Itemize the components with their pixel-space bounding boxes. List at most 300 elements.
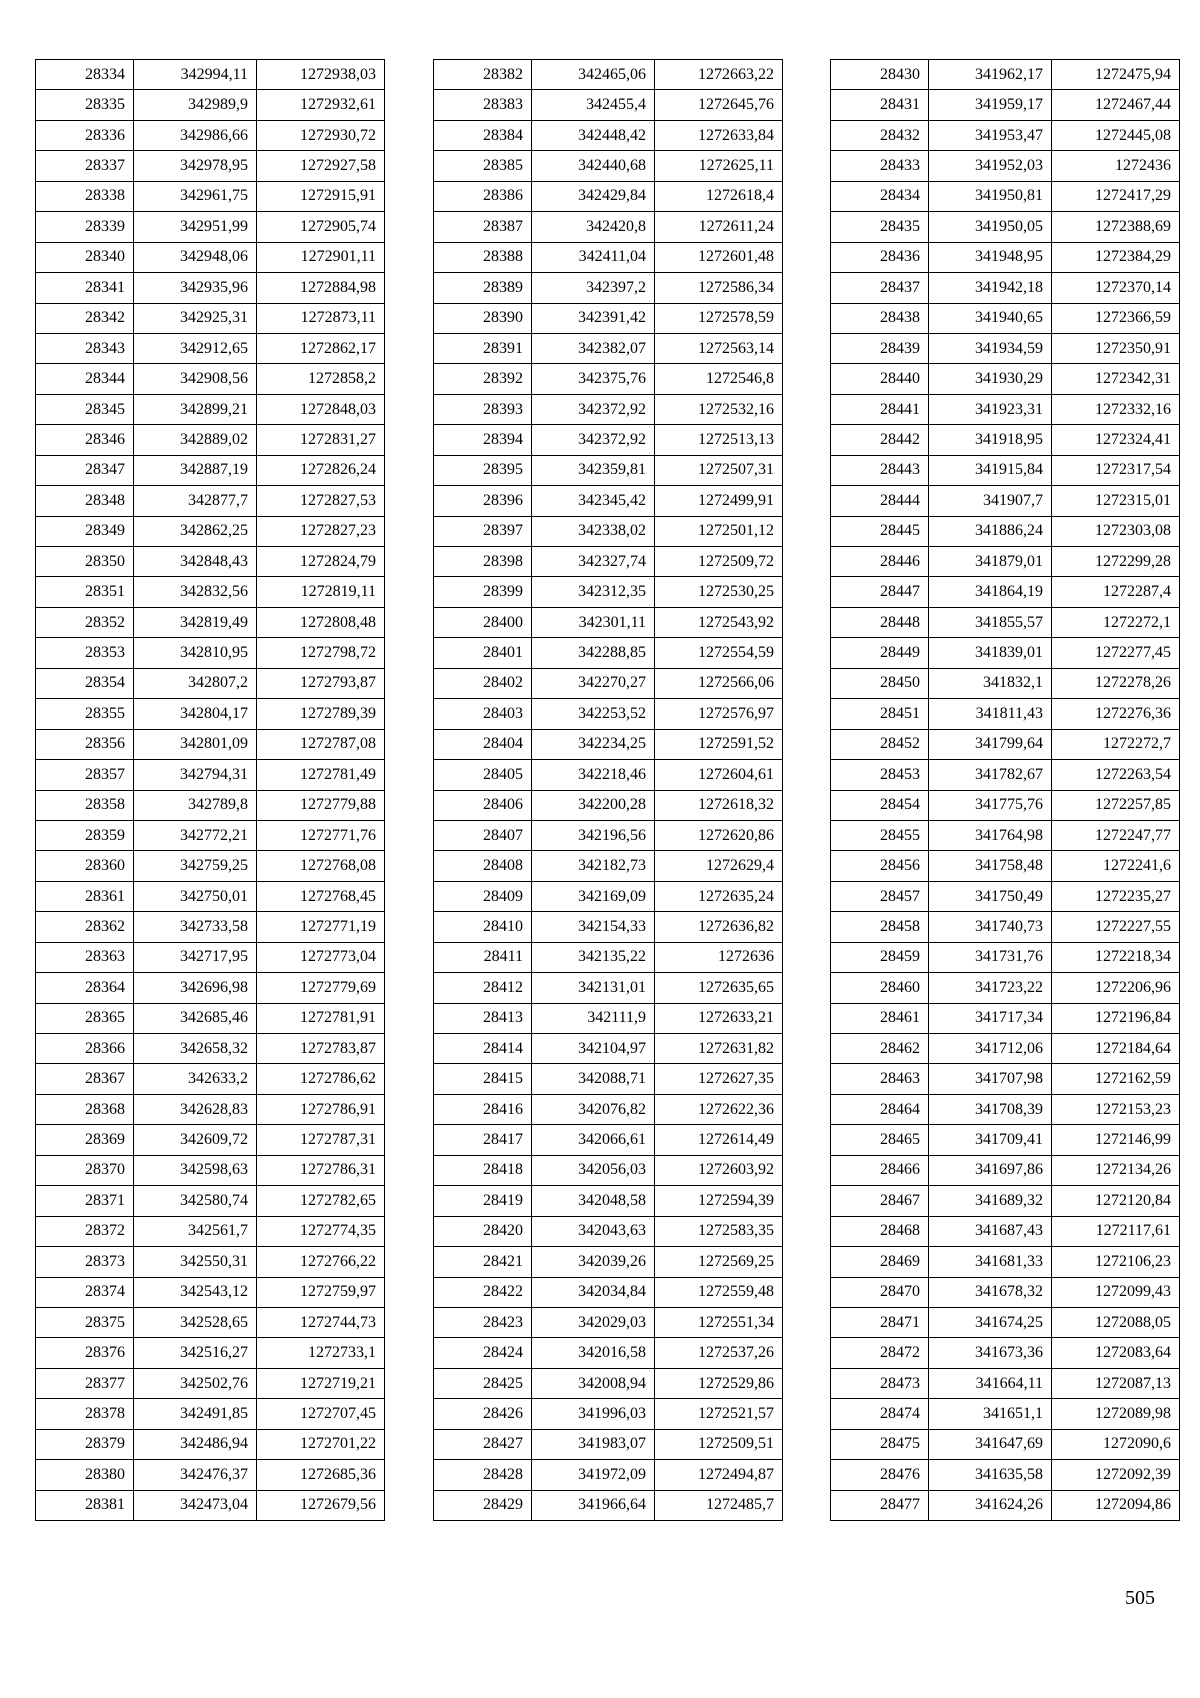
- point-number-cell: 28449: [831, 638, 929, 668]
- table-row: [36, 1094, 385, 1124]
- y-coordinate-cell: 1272622,36: [655, 1094, 783, 1124]
- y-coordinate-cell: 1272257,85: [1052, 790, 1180, 820]
- table-row: [36, 60, 385, 90]
- y-coordinate-cell: 1272636,82: [655, 912, 783, 942]
- point-number-cell: 28393: [434, 394, 532, 424]
- y-coordinate-cell: 1272083,64: [1052, 1338, 1180, 1368]
- x-coordinate-cell: 342429,84: [532, 181, 655, 211]
- x-coordinate-cell: 342658,32: [134, 1034, 257, 1064]
- y-coordinate-cell: 1272771,76: [257, 820, 385, 850]
- point-number-cell: 28427: [434, 1429, 532, 1459]
- y-coordinate-cell: 1272819,11: [257, 577, 385, 607]
- y-coordinate-cell: 1272824,79: [257, 547, 385, 577]
- point-number-cell: 28416: [434, 1094, 532, 1124]
- point-number-cell: 28361: [36, 881, 134, 911]
- y-coordinate-cell: 1272315,01: [1052, 486, 1180, 516]
- x-coordinate-cell: 342043,63: [532, 1216, 655, 1246]
- table-row: [831, 333, 1180, 363]
- x-coordinate-cell: 341740,73: [929, 912, 1052, 942]
- x-coordinate-cell: 342491,85: [134, 1399, 257, 1429]
- y-coordinate-cell: 1272766,22: [257, 1247, 385, 1277]
- table-row: [434, 212, 783, 242]
- x-coordinate-cell: 342338,02: [532, 516, 655, 546]
- table-row: [36, 486, 385, 516]
- table-row: [36, 242, 385, 272]
- y-coordinate-cell: 1272685,36: [257, 1460, 385, 1490]
- table-row: [434, 242, 783, 272]
- table-row: [831, 151, 1180, 181]
- table-row: [36, 425, 385, 455]
- point-number-cell: 28408: [434, 851, 532, 881]
- point-number-cell: 28457: [831, 881, 929, 911]
- point-number-cell: 28463: [831, 1064, 929, 1094]
- point-number-cell: 28476: [831, 1460, 929, 1490]
- x-coordinate-cell: 341953,47: [929, 120, 1052, 150]
- point-number-cell: 28390: [434, 303, 532, 333]
- x-coordinate-cell: 342301,11: [532, 607, 655, 637]
- table-row: [36, 516, 385, 546]
- y-coordinate-cell: 1272779,69: [257, 973, 385, 1003]
- x-coordinate-cell: 342887,19: [134, 455, 257, 485]
- point-number-cell: 28382: [434, 60, 532, 90]
- table-row: [434, 1003, 783, 1033]
- point-number-cell: 28371: [36, 1186, 134, 1216]
- y-coordinate-cell: 1272092,39: [1052, 1460, 1180, 1490]
- y-coordinate-cell: 1272563,14: [655, 333, 783, 363]
- y-coordinate-cell: 1272117,61: [1052, 1216, 1180, 1246]
- y-coordinate-cell: 1272272,1: [1052, 607, 1180, 637]
- table-row: [831, 699, 1180, 729]
- x-coordinate-cell: 342912,65: [134, 333, 257, 363]
- x-coordinate-cell: 341855,57: [929, 607, 1052, 637]
- table-row: [434, 1186, 783, 1216]
- point-number-cell: 28369: [36, 1125, 134, 1155]
- point-number-cell: 28397: [434, 516, 532, 546]
- y-coordinate-cell: 1272719,21: [257, 1368, 385, 1398]
- table-row: [434, 394, 783, 424]
- point-number-cell: 28398: [434, 547, 532, 577]
- y-coordinate-cell: 1272905,74: [257, 212, 385, 242]
- table-row: [434, 364, 783, 394]
- point-number-cell: 28428: [434, 1460, 532, 1490]
- point-number-cell: 28373: [36, 1247, 134, 1277]
- table-row: [36, 851, 385, 881]
- table-row: [36, 364, 385, 394]
- y-coordinate-cell: 1272263,54: [1052, 760, 1180, 790]
- x-coordinate-cell: 342807,2: [134, 668, 257, 698]
- y-coordinate-cell: 1272848,03: [257, 394, 385, 424]
- x-coordinate-cell: 342633,2: [134, 1064, 257, 1094]
- table-row: [434, 668, 783, 698]
- y-coordinate-cell: 1272120,84: [1052, 1186, 1180, 1216]
- point-number-cell: 28380: [36, 1460, 134, 1490]
- x-coordinate-cell: 342609,72: [134, 1125, 257, 1155]
- x-coordinate-cell: 342034,84: [532, 1277, 655, 1307]
- x-coordinate-cell: 341864,19: [929, 577, 1052, 607]
- y-coordinate-cell: 1272827,23: [257, 516, 385, 546]
- table-row: [434, 1338, 783, 1368]
- table-row: [831, 364, 1180, 394]
- table-row: [434, 1125, 783, 1155]
- x-coordinate-cell: 342580,74: [134, 1186, 257, 1216]
- table-row: [831, 1003, 1180, 1033]
- table-row: [434, 120, 783, 150]
- table-row: [831, 1216, 1180, 1246]
- table-row: [831, 942, 1180, 972]
- table-row: [434, 1155, 783, 1185]
- y-coordinate-cell: 1272679,56: [257, 1490, 385, 1520]
- table-row: [831, 212, 1180, 242]
- y-coordinate-cell: 1272475,94: [1052, 60, 1180, 90]
- point-number-cell: 28394: [434, 425, 532, 455]
- y-coordinate-cell: 1272663,22: [655, 60, 783, 90]
- y-coordinate-cell: 1272578,59: [655, 303, 783, 333]
- x-coordinate-cell: 342218,46: [532, 760, 655, 790]
- x-coordinate-cell: 342994,11: [134, 60, 257, 90]
- x-coordinate-cell: 342327,74: [532, 547, 655, 577]
- point-number-cell: 28385: [434, 151, 532, 181]
- point-number-cell: 28438: [831, 303, 929, 333]
- point-number-cell: 28422: [434, 1277, 532, 1307]
- table-row: [434, 699, 783, 729]
- x-coordinate-cell: 341983,07: [532, 1429, 655, 1459]
- x-coordinate-cell: 342528,65: [134, 1307, 257, 1337]
- table-row: [434, 1064, 783, 1094]
- point-number-cell: 28354: [36, 668, 134, 698]
- y-coordinate-cell: 1272927,58: [257, 151, 385, 181]
- table-row: [434, 760, 783, 790]
- x-coordinate-cell: 342717,95: [134, 942, 257, 972]
- y-coordinate-cell: 1272494,87: [655, 1460, 783, 1490]
- point-number-cell: 28411: [434, 942, 532, 972]
- point-number-cell: 28355: [36, 699, 134, 729]
- point-number-cell: 28400: [434, 607, 532, 637]
- x-coordinate-cell: 342561,7: [134, 1216, 257, 1246]
- y-coordinate-cell: 1272930,72: [257, 120, 385, 150]
- point-number-cell: 28349: [36, 516, 134, 546]
- table-row: [831, 120, 1180, 150]
- point-number-cell: 28358: [36, 790, 134, 820]
- point-number-cell: 28396: [434, 486, 532, 516]
- x-coordinate-cell: 342465,06: [532, 60, 655, 90]
- y-coordinate-cell: 1272087,13: [1052, 1368, 1180, 1398]
- table-row: [831, 638, 1180, 668]
- x-coordinate-cell: 341799,64: [929, 729, 1052, 759]
- y-coordinate-cell: 1272831,27: [257, 425, 385, 455]
- table-row: [36, 1003, 385, 1033]
- y-coordinate-cell: 1272858,2: [257, 364, 385, 394]
- point-number-cell: 28359: [36, 820, 134, 850]
- point-number-cell: 28387: [434, 212, 532, 242]
- table-row: [36, 760, 385, 790]
- point-number-cell: 28445: [831, 516, 929, 546]
- x-coordinate-cell: 341782,67: [929, 760, 1052, 790]
- y-coordinate-cell: 1272417,29: [1052, 181, 1180, 211]
- point-number-cell: 28436: [831, 242, 929, 272]
- point-number-cell: 28374: [36, 1277, 134, 1307]
- y-coordinate-cell: 1272278,26: [1052, 668, 1180, 698]
- point-number-cell: 28441: [831, 394, 929, 424]
- point-number-cell: 28437: [831, 273, 929, 303]
- y-coordinate-cell: 1272586,34: [655, 273, 783, 303]
- point-number-cell: 28465: [831, 1125, 929, 1155]
- table-row: [36, 1399, 385, 1429]
- y-coordinate-cell: 1272629,4: [655, 851, 783, 881]
- x-coordinate-cell: 342016,58: [532, 1338, 655, 1368]
- table-row: [36, 1155, 385, 1185]
- table-row: [434, 1034, 783, 1064]
- point-number-cell: 28409: [434, 881, 532, 911]
- x-coordinate-cell: 342733,58: [134, 912, 257, 942]
- point-number-cell: 28336: [36, 120, 134, 150]
- point-number-cell: 28402: [434, 668, 532, 698]
- x-coordinate-cell: 342810,95: [134, 638, 257, 668]
- table-row: [434, 455, 783, 485]
- point-number-cell: 28440: [831, 364, 929, 394]
- x-coordinate-cell: 341664,11: [929, 1368, 1052, 1398]
- y-coordinate-cell: 1272771,19: [257, 912, 385, 942]
- table-row: [831, 1460, 1180, 1490]
- x-coordinate-cell: 342066,61: [532, 1125, 655, 1155]
- point-number-cell: 28455: [831, 820, 929, 850]
- x-coordinate-cell: 342889,02: [134, 425, 257, 455]
- point-number-cell: 28420: [434, 1216, 532, 1246]
- x-coordinate-cell: 342476,37: [134, 1460, 257, 1490]
- point-number-cell: 28337: [36, 151, 134, 181]
- y-coordinate-cell: 1272601,48: [655, 242, 783, 272]
- point-number-cell: 28399: [434, 577, 532, 607]
- y-coordinate-cell: 1272808,48: [257, 607, 385, 637]
- point-number-cell: 28413: [434, 1003, 532, 1033]
- point-number-cell: 28375: [36, 1307, 134, 1337]
- x-coordinate-cell: 342372,92: [532, 425, 655, 455]
- point-number-cell: 28461: [831, 1003, 929, 1033]
- y-coordinate-cell: 1272625,11: [655, 151, 783, 181]
- x-coordinate-cell: 341942,18: [929, 273, 1052, 303]
- table-row: [434, 1429, 783, 1459]
- point-number-cell: 28391: [434, 333, 532, 363]
- point-number-cell: 28414: [434, 1034, 532, 1064]
- x-coordinate-cell: 341709,41: [929, 1125, 1052, 1155]
- point-number-cell: 28448: [831, 607, 929, 637]
- y-coordinate-cell: 1272162,59: [1052, 1064, 1180, 1094]
- y-coordinate-cell: 1272782,65: [257, 1186, 385, 1216]
- y-coordinate-cell: 1272543,92: [655, 607, 783, 637]
- point-number-cell: 28456: [831, 851, 929, 881]
- point-number-cell: 28368: [36, 1094, 134, 1124]
- x-coordinate-cell: 342135,22: [532, 942, 655, 972]
- y-coordinate-cell: 1272206,96: [1052, 973, 1180, 1003]
- point-number-cell: 28389: [434, 273, 532, 303]
- table-row: [831, 1155, 1180, 1185]
- y-coordinate-cell: 1272559,48: [655, 1277, 783, 1307]
- point-number-cell: 28453: [831, 760, 929, 790]
- y-coordinate-cell: 1272779,88: [257, 790, 385, 820]
- y-coordinate-cell: 1272938,03: [257, 60, 385, 90]
- table-row: [36, 1368, 385, 1398]
- x-coordinate-cell: 342076,82: [532, 1094, 655, 1124]
- x-coordinate-cell: 342978,95: [134, 151, 257, 181]
- x-coordinate-cell: 342862,25: [134, 516, 257, 546]
- table-row: [434, 1460, 783, 1490]
- table-row: [434, 486, 783, 516]
- point-number-cell: 28429: [434, 1490, 532, 1520]
- x-coordinate-cell: 342039,26: [532, 1247, 655, 1277]
- table-row: [434, 942, 783, 972]
- table-row: [434, 790, 783, 820]
- x-coordinate-cell: 341962,17: [929, 60, 1052, 90]
- x-coordinate-cell: 341674,25: [929, 1307, 1052, 1337]
- point-number-cell: 28386: [434, 181, 532, 211]
- x-coordinate-cell: 341950,81: [929, 181, 1052, 211]
- x-coordinate-cell: 341907,7: [929, 486, 1052, 516]
- x-coordinate-cell: 341707,98: [929, 1064, 1052, 1094]
- table-row: [36, 729, 385, 759]
- point-number-cell: 28458: [831, 912, 929, 942]
- table-row: [434, 973, 783, 1003]
- x-coordinate-cell: 342516,27: [134, 1338, 257, 1368]
- y-coordinate-cell: 1272507,31: [655, 455, 783, 485]
- x-coordinate-cell: 342961,75: [134, 181, 257, 211]
- table-row: [434, 303, 783, 333]
- y-coordinate-cell: 1272862,17: [257, 333, 385, 363]
- y-coordinate-cell: 1272603,92: [655, 1155, 783, 1185]
- y-coordinate-cell: 1272529,86: [655, 1368, 783, 1398]
- x-coordinate-cell: 341972,09: [532, 1460, 655, 1490]
- x-coordinate-cell: 342598,63: [134, 1155, 257, 1185]
- x-coordinate-cell: 342397,2: [532, 273, 655, 303]
- table-row: [36, 181, 385, 211]
- x-coordinate-cell: 342877,7: [134, 486, 257, 516]
- y-coordinate-cell: 1272786,31: [257, 1155, 385, 1185]
- x-coordinate-cell: 342448,42: [532, 120, 655, 150]
- table-row: [831, 1247, 1180, 1277]
- x-coordinate-cell: 342382,07: [532, 333, 655, 363]
- x-coordinate-cell: 341723,22: [929, 973, 1052, 1003]
- point-number-cell: 28353: [36, 638, 134, 668]
- x-coordinate-cell: 342154,33: [532, 912, 655, 942]
- y-coordinate-cell: 1272513,13: [655, 425, 783, 455]
- x-coordinate-cell: 341624,26: [929, 1490, 1052, 1520]
- point-number-cell: 28403: [434, 699, 532, 729]
- x-coordinate-cell: 342111,9: [532, 1003, 655, 1033]
- point-number-cell: 28388: [434, 242, 532, 272]
- point-number-cell: 28430: [831, 60, 929, 90]
- x-coordinate-cell: 342088,71: [532, 1064, 655, 1094]
- x-coordinate-cell: 342935,96: [134, 273, 257, 303]
- x-coordinate-cell: 341673,36: [929, 1338, 1052, 1368]
- y-coordinate-cell: 1272635,65: [655, 973, 783, 1003]
- x-coordinate-cell: 342794,31: [134, 760, 257, 790]
- y-coordinate-cell: 1272633,84: [655, 120, 783, 150]
- y-coordinate-cell: 1272583,35: [655, 1216, 783, 1246]
- y-coordinate-cell: 1272611,24: [655, 212, 783, 242]
- point-number-cell: 28405: [434, 760, 532, 790]
- y-coordinate-cell: 1272499,91: [655, 486, 783, 516]
- y-coordinate-cell: 1272241,6: [1052, 851, 1180, 881]
- y-coordinate-cell: 1272277,45: [1052, 638, 1180, 668]
- point-number-cell: 28469: [831, 1247, 929, 1277]
- x-coordinate-cell: 342848,43: [134, 547, 257, 577]
- x-coordinate-cell: 342486,94: [134, 1429, 257, 1459]
- y-coordinate-cell: 1272227,55: [1052, 912, 1180, 942]
- x-coordinate-cell: 342628,83: [134, 1094, 257, 1124]
- x-coordinate-cell: 342948,06: [134, 242, 257, 272]
- x-coordinate-cell: 342104,97: [532, 1034, 655, 1064]
- x-coordinate-cell: 342473,04: [134, 1490, 257, 1520]
- point-number-cell: 28384: [434, 120, 532, 150]
- x-coordinate-cell: 342819,49: [134, 607, 257, 637]
- x-coordinate-cell: 342288,85: [532, 638, 655, 668]
- x-coordinate-cell: 341934,59: [929, 333, 1052, 363]
- table-row: [831, 1399, 1180, 1429]
- x-coordinate-cell: 342759,25: [134, 851, 257, 881]
- x-coordinate-cell: 341950,05: [929, 212, 1052, 242]
- point-number-cell: 28460: [831, 973, 929, 1003]
- x-coordinate-cell: 341940,65: [929, 303, 1052, 333]
- table-row: [36, 1307, 385, 1337]
- y-coordinate-cell: 1272546,8: [655, 364, 783, 394]
- coordinate-table-2: [433, 59, 783, 1521]
- x-coordinate-cell: 342056,03: [532, 1155, 655, 1185]
- y-coordinate-cell: 1272787,31: [257, 1125, 385, 1155]
- y-coordinate-cell: 1272786,62: [257, 1064, 385, 1094]
- table-row: [36, 912, 385, 942]
- y-coordinate-cell: 1272532,16: [655, 394, 783, 424]
- table-row: [434, 1490, 783, 1520]
- point-number-cell: 28447: [831, 577, 929, 607]
- table-row: [36, 212, 385, 242]
- y-coordinate-cell: 1272915,91: [257, 181, 385, 211]
- table-row: [36, 303, 385, 333]
- point-number-cell: 28352: [36, 607, 134, 637]
- x-coordinate-cell: 341697,86: [929, 1155, 1052, 1185]
- table-row: [831, 394, 1180, 424]
- table-row: [36, 820, 385, 850]
- point-number-cell: 28356: [36, 729, 134, 759]
- point-number-cell: 28473: [831, 1368, 929, 1398]
- table-row: [831, 1368, 1180, 1398]
- x-coordinate-cell: 341930,29: [929, 364, 1052, 394]
- point-number-cell: 28364: [36, 973, 134, 1003]
- y-coordinate-cell: 1272614,49: [655, 1125, 783, 1155]
- table-row: [831, 851, 1180, 881]
- y-coordinate-cell: 1272332,16: [1052, 394, 1180, 424]
- x-coordinate-cell: 342543,12: [134, 1277, 257, 1307]
- x-coordinate-cell: 341996,03: [532, 1399, 655, 1429]
- x-coordinate-cell: 341811,43: [929, 699, 1052, 729]
- y-coordinate-cell: 1272153,23: [1052, 1094, 1180, 1124]
- y-coordinate-cell: 1272388,69: [1052, 212, 1180, 242]
- table-row: [36, 638, 385, 668]
- y-coordinate-cell: 1272707,45: [257, 1399, 385, 1429]
- x-coordinate-cell: 341687,43: [929, 1216, 1052, 1246]
- y-coordinate-cell: 1272826,24: [257, 455, 385, 485]
- x-coordinate-cell: 342182,73: [532, 851, 655, 881]
- x-coordinate-cell: 342832,56: [134, 577, 257, 607]
- x-coordinate-cell: 341764,98: [929, 820, 1052, 850]
- x-coordinate-cell: 342502,76: [134, 1368, 257, 1398]
- table-row: [36, 1490, 385, 1520]
- y-coordinate-cell: 1272235,27: [1052, 881, 1180, 911]
- x-coordinate-cell: 341731,76: [929, 942, 1052, 972]
- y-coordinate-cell: 1272106,23: [1052, 1247, 1180, 1277]
- table-row: [434, 181, 783, 211]
- table-row: [831, 425, 1180, 455]
- table-row: [36, 1247, 385, 1277]
- table-row: [434, 425, 783, 455]
- table-row: [434, 1247, 783, 1277]
